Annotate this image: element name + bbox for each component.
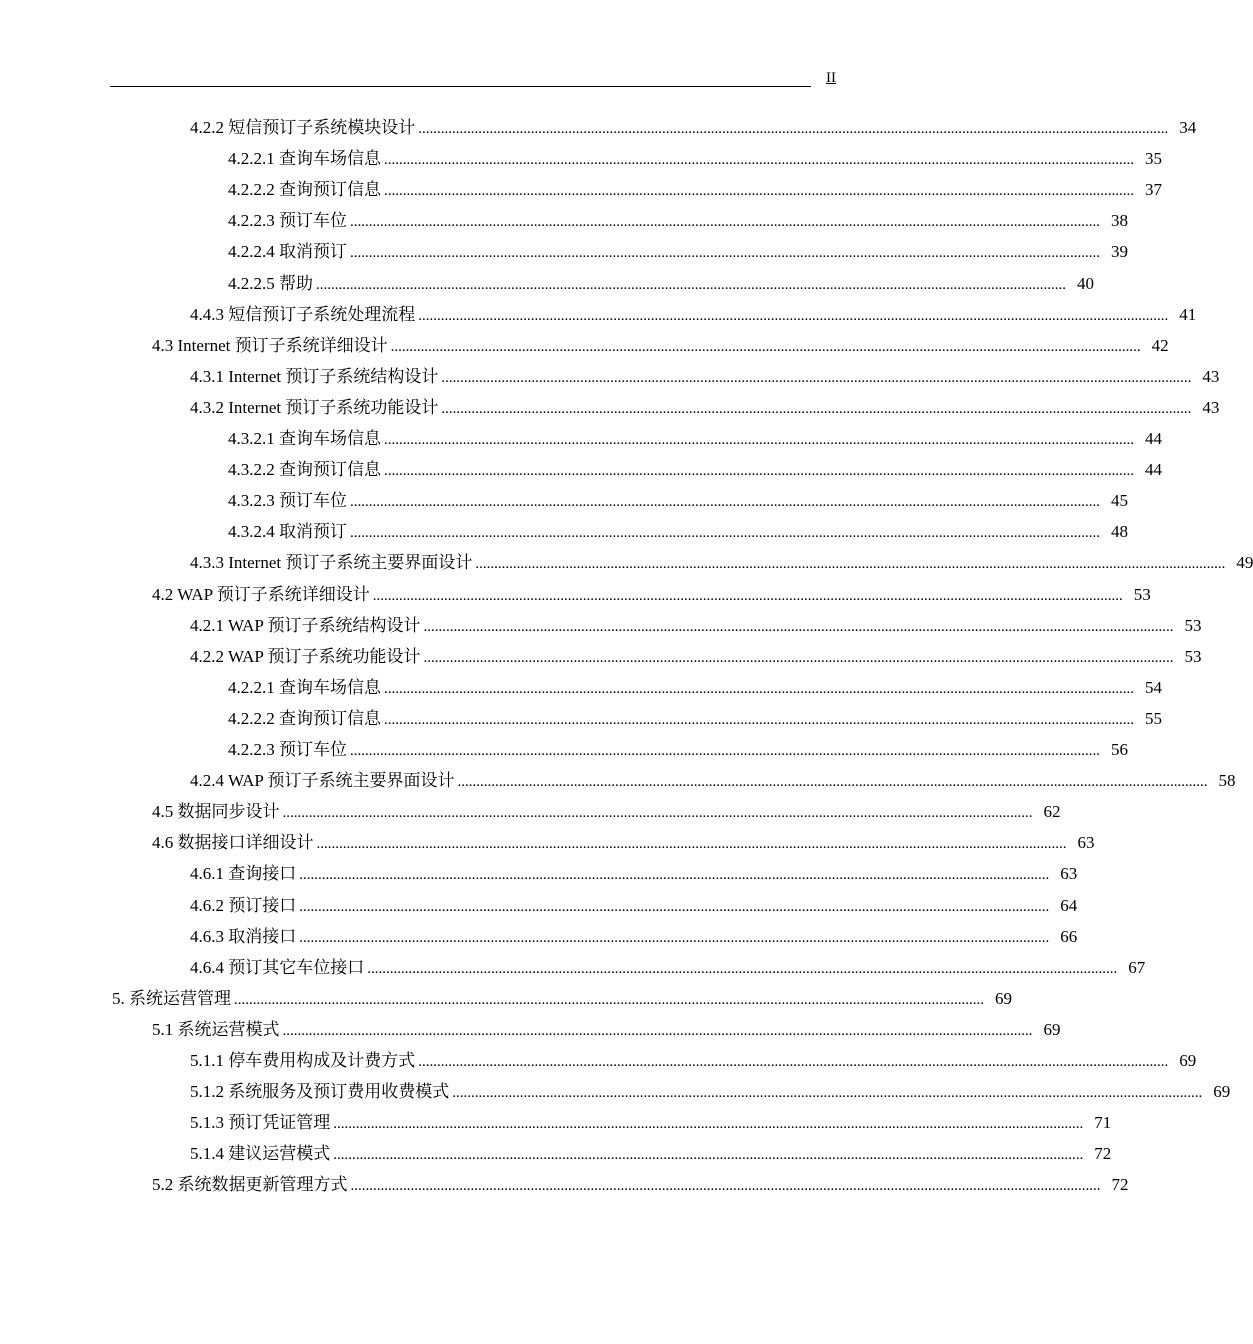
toc-entry-page: 35: [1145, 149, 1162, 169]
toc-entry-page: 72: [1111, 1175, 1129, 1195]
toc-entry-page: 44: [1145, 460, 1162, 480]
toc-entry-page: 67: [1128, 957, 1146, 977]
toc-entry[interactable]: [190, 1138, 1112, 1169]
toc-entry-title: 4.3 Internet 预订子系统详细设计: [152, 335, 388, 355]
toc-entry[interactable]: [190, 890, 1078, 921]
toc-entry-page: 53: [1184, 646, 1202, 666]
toc-entry-page: 56: [1111, 740, 1128, 759]
toc-entry-title: 4.2.2.1 查询车场信息: [228, 677, 381, 697]
toc-entry-title: 4.3.2.4 取消预订: [228, 522, 347, 542]
toc-dot-leader: ........................................................................................................................................................................................................: [384, 432, 1134, 448]
toc-entry-title: 5.1.4 建议运营模式: [190, 1144, 331, 1164]
toc-entry-title: 5.1.1 停车费用构成及计费方式: [190, 1051, 416, 1070]
toc-entry-page: 40: [1077, 273, 1094, 293]
toc-dot-leader: ........................................................................................................................................................................................................: [390, 338, 1141, 355]
toc-entry-title: 4.6.1 查询接口: [190, 864, 297, 884]
toc-entry-title: 4.3.1 Internet 预订子系统结构设计: [190, 366, 439, 386]
toc-entry-title: 4.2.2.2 查询预订信息: [228, 708, 381, 728]
page-number: II: [826, 70, 836, 86]
toc-entry[interactable]: [190, 547, 1253, 578]
toc-dot-leader: ........................................................................................................................................................................................................: [316, 836, 1067, 853]
toc-entry-page: 54: [1145, 677, 1162, 697]
toc-entry-page: 63: [1060, 864, 1078, 884]
toc-dot-leader: ........................................................................................................................................................................................................: [333, 1147, 1084, 1164]
toc-entry[interactable]: [228, 423, 1162, 454]
toc-entry[interactable]: [152, 330, 1169, 361]
toc-entry-page: 63: [1077, 833, 1095, 853]
toc-entry-title: 4.5 数据同步设计: [152, 802, 280, 822]
toc-entry-title: 5.1.2 系统服务及预订费用收费模式: [190, 1082, 450, 1102]
toc-dot-leader: ........................................................................................................................................................................................................: [452, 1085, 1203, 1102]
toc-entry-title: 4.4.3 短信预订子系统处理流程: [190, 304, 416, 324]
toc-entry[interactable]: [190, 392, 1220, 423]
toc-entry[interactable]: [190, 1045, 1197, 1076]
toc-entry[interactable]: [228, 143, 1162, 174]
toc-dot-leader: ........................................................................................................................................................................................................: [234, 991, 984, 1008]
toc-entry[interactable]: [152, 1169, 1129, 1200]
toc-entry-title: 4.3.3 Internet 预订子系统主要界面设计: [190, 553, 473, 573]
toc-dot-leader: ........................................................................................................................................................................................................: [441, 369, 1192, 386]
toc-entry[interactable]: [228, 205, 1128, 236]
toc-dot-leader: ........................................................................................................................................................................................................: [299, 898, 1050, 915]
toc-entry-title: 4.6 数据接口详细设计: [152, 833, 314, 853]
toc-entry-page: 37: [1145, 180, 1162, 200]
toc-dot-leader: ........................................................................................................................................................................................................: [384, 152, 1134, 169]
toc-entry-title: 4.3.2.3 预订车位: [228, 491, 347, 511]
toc-entry[interactable]: [228, 268, 1094, 299]
toc-entry-title: 4.3.2 Internet 预订子系统功能设计: [190, 397, 439, 417]
toc-entry[interactable]: [190, 1076, 1231, 1107]
toc-entry[interactable]: [190, 641, 1202, 672]
toc-entry[interactable]: [228, 734, 1128, 765]
toc-entry[interactable]: [190, 299, 1197, 330]
toc-entry[interactable]: [152, 796, 1061, 827]
toc-dot-leader: ........................................................................................................................................................................................................: [316, 276, 1066, 293]
toc-entry[interactable]: [190, 1107, 1112, 1138]
toc-dot-leader: ........................................................................................................................................................................................................: [333, 1116, 1084, 1133]
toc-entry-page: 69: [1179, 1051, 1197, 1070]
toc-entry-page: 69: [1043, 1019, 1061, 1039]
toc-entry[interactable]: [228, 174, 1162, 205]
toc-entry-title: 4.3.2.2 查询预订信息: [228, 460, 381, 480]
toc-entry-page: 49: [1236, 553, 1253, 573]
toc-entry-page: 42: [1151, 335, 1169, 355]
toc-entry[interactable]: [190, 361, 1220, 392]
toc-dot-leader: ........................................................................................................................................................................................................: [350, 245, 1100, 262]
toc-entry-title: 4.2.2 WAP 预订子系统功能设计: [190, 646, 421, 666]
toc-dot-leader: ........................................................................................................................................................................................................: [350, 214, 1100, 231]
toc-entry-title: 4.2.2 短信预订子系统模块设计: [190, 118, 416, 137]
toc-entry-title: 4.2.2.3 预订车位: [228, 211, 347, 231]
toc-entry-page: 71: [1094, 1113, 1112, 1133]
toc-entry-title: 4.2.1 WAP 预订子系统结构设计: [190, 615, 421, 635]
toc-entry-page: 43: [1202, 397, 1220, 417]
toc-entry-page: 48: [1111, 522, 1128, 542]
toc-entry[interactable]: [190, 858, 1078, 889]
toc-entry-title: 4.2.2.2 查询预订信息: [228, 180, 381, 200]
toc-dot-leader: ........................................................................................................................................................................................................: [423, 649, 1174, 666]
toc-dot-leader: ........................................................................................................................................................................................................: [350, 1178, 1101, 1195]
toc-entry-title: 5.1 系统运营模式: [152, 1019, 280, 1039]
toc-entry-page: 58: [1218, 771, 1236, 791]
toc-entry-page: 62: [1043, 802, 1061, 822]
toc-entry-page: 53: [1184, 615, 1202, 635]
toc-entry-page: 69: [1213, 1082, 1231, 1102]
toc-entry-title: 4.3.2.1 查询车场信息: [228, 429, 381, 448]
toc-entry[interactable]: [190, 112, 1197, 143]
toc-dot-leader: ........................................................................................................................................................................................................: [384, 183, 1134, 200]
toc-dot-leader: ........................................................................................................................................................................................................: [441, 400, 1192, 417]
toc-dot-leader: ........................................................................................................................................................................................................: [350, 525, 1100, 542]
toc-dot-leader: ........................................................................................................................................................................................................: [350, 743, 1100, 759]
toc-entry-page: 64: [1060, 895, 1078, 915]
toc-entry-title: 4.6.3 取消接口: [190, 926, 297, 946]
toc-entry[interactable]: [228, 485, 1128, 516]
toc-entry-page: 53: [1133, 584, 1151, 604]
toc-entry-title: 4.2.2.1 查询车场信息: [228, 149, 381, 169]
toc-dot-leader: ........................................................................................................................................................................................................: [418, 307, 1169, 324]
toc-dot-leader: ........................................................................................................................................................................................................: [457, 774, 1208, 791]
toc-dot-leader: ........................................................................................................................................................................................................: [372, 587, 1123, 604]
toc-entry-title: 5.2 系统数据更新管理方式: [152, 1175, 348, 1195]
toc-dot-leader: ........................................................................................................................................................................................................: [423, 618, 1174, 635]
toc-dot-leader: ........................................................................................................................................................................................................: [384, 680, 1134, 697]
toc-entry-page: 34: [1179, 118, 1197, 137]
toc-entry-title: 5.1.3 预订凭证管理: [190, 1113, 331, 1133]
toc-dot-leader: ........................................................................................................................................................................................................: [418, 1054, 1169, 1070]
toc-entry[interactable]: [228, 236, 1128, 267]
toc-entry[interactable]: [112, 983, 1012, 1014]
toc-entry-page: 55: [1145, 708, 1162, 728]
toc-entry-title: 5. 系统运营管理: [112, 988, 231, 1008]
toc-entry[interactable]: [228, 672, 1162, 703]
toc-entry-page: 69: [995, 988, 1012, 1008]
toc-entry[interactable]: [190, 952, 1146, 983]
toc-dot-leader: ........................................................................................................................................................................................................: [299, 929, 1050, 946]
toc-entry-page: 44: [1145, 429, 1162, 448]
toc-entry-title: 4.2.2.5 帮助: [228, 273, 313, 293]
toc-entry-page: 41: [1179, 304, 1197, 324]
toc-dot-leader: ........................................................................................................................................................................................................: [282, 805, 1033, 822]
toc-entry-title: 4.2.4 WAP 预订子系统主要界面设计: [190, 771, 455, 791]
toc-dot-leader: ........................................................................................................................................................................................................: [299, 867, 1050, 884]
toc-entry-title: 4.2.2.3 预订车位: [228, 740, 347, 759]
toc-entry-page: 43: [1202, 366, 1220, 386]
toc-entry[interactable]: [190, 765, 1236, 796]
toc-entry[interactable]: [228, 516, 1128, 547]
toc-entry-title: 4.2.2.4 取消预订: [228, 242, 347, 262]
toc-entry-title: 4.6.4 预订其它车位接口: [190, 957, 365, 977]
toc-entry[interactable]: [152, 1014, 1061, 1045]
toc-dot-leader: ........................................................................................................................................................................................................: [418, 121, 1169, 137]
toc-entry-title: 4.2 WAP 预订子系统详细设计: [152, 584, 370, 604]
toc-entry[interactable]: [228, 454, 1162, 485]
toc-dot-leader: ........................................................................................................................................................................................................: [475, 556, 1226, 573]
toc-entry-page: 72: [1094, 1144, 1112, 1164]
toc-entry-page: 39: [1111, 242, 1128, 262]
toc-dot-leader: ........................................................................................................................................................................................................: [367, 960, 1118, 977]
toc-entry[interactable]: [152, 827, 1095, 858]
toc-entry-title: 4.6.2 预订接口: [190, 895, 297, 915]
toc-entry-page: 38: [1111, 211, 1128, 231]
toc-dot-leader: ........................................................................................................................................................................................................: [384, 711, 1134, 728]
toc-entry-page: 66: [1060, 926, 1078, 946]
toc-entry[interactable]: [228, 703, 1162, 734]
toc-entry[interactable]: [190, 610, 1202, 641]
toc-dot-leader: ........................................................................................................................................................................................................: [282, 1022, 1033, 1039]
header-rule: [110, 86, 811, 87]
toc-entry[interactable]: [190, 921, 1078, 952]
toc-dot-leader: ........................................................................................................................................................................................................: [350, 494, 1100, 511]
toc-dot-leader: ........................................................................................................................................................................................................: [384, 463, 1134, 480]
toc-entry-page: 45: [1111, 491, 1128, 511]
toc-entry[interactable]: [152, 579, 1151, 610]
